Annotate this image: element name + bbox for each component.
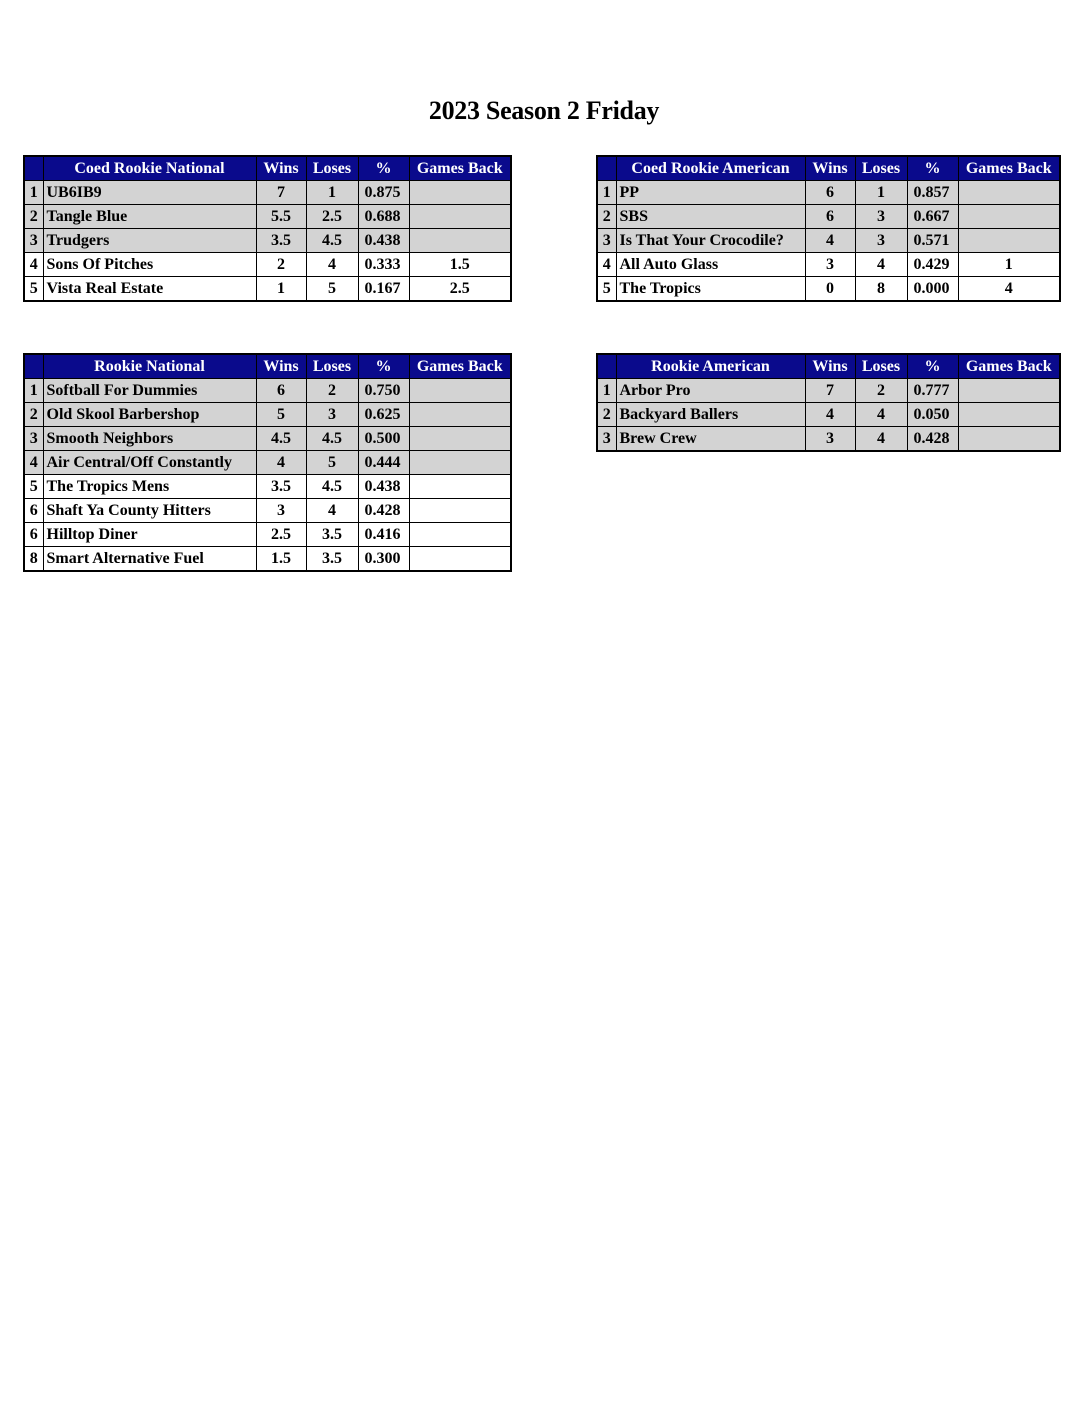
loses-cell: 4.5 bbox=[306, 229, 358, 253]
loses-cell: 3.5 bbox=[306, 523, 358, 547]
team-name-cell: Backyard Ballers bbox=[616, 403, 805, 427]
loses-header: Loses bbox=[306, 354, 358, 379]
loses-cell: 2 bbox=[306, 379, 358, 403]
games-back-cell bbox=[409, 205, 511, 229]
wins-cell: 1 bbox=[256, 277, 306, 302]
loses-cell: 4 bbox=[306, 253, 358, 277]
games-back-cell bbox=[409, 499, 511, 523]
win-pct-cell: 0.438 bbox=[358, 475, 409, 499]
rank-cell: 5 bbox=[24, 277, 43, 302]
rank-cell: 1 bbox=[597, 181, 616, 205]
rank-cell: 2 bbox=[597, 403, 616, 427]
rank-cell: 1 bbox=[24, 379, 43, 403]
loses-cell: 5 bbox=[306, 277, 358, 302]
table-row bbox=[24, 253, 511, 277]
team-name-cell: Smooth Neighbors bbox=[43, 427, 256, 451]
team-name-cell: The Tropics Mens bbox=[43, 475, 256, 499]
table-row bbox=[24, 523, 511, 547]
rank-header bbox=[597, 354, 616, 379]
rank-cell: 6 bbox=[24, 523, 43, 547]
wins-cell: 6 bbox=[256, 379, 306, 403]
loses-cell: 3.5 bbox=[306, 547, 358, 572]
loses-cell: 5 bbox=[306, 451, 358, 475]
wins-cell: 4 bbox=[805, 229, 855, 253]
loses-header: Loses bbox=[855, 156, 907, 181]
wins-cell: 5.5 bbox=[256, 205, 306, 229]
division-name: Rookie National bbox=[43, 354, 256, 379]
wins-cell: 4 bbox=[256, 451, 306, 475]
games-back-cell bbox=[409, 547, 511, 572]
table-row bbox=[597, 229, 1060, 253]
win-pct-cell: 0.050 bbox=[907, 403, 958, 427]
team-name-cell: Air Central/Off Constantly bbox=[43, 451, 256, 475]
games-back-cell: 4 bbox=[958, 277, 1060, 302]
loses-cell: 1 bbox=[855, 181, 907, 205]
rank-header bbox=[597, 156, 616, 181]
loses-cell: 3 bbox=[855, 229, 907, 253]
page-title: 2023 Season 2 Friday bbox=[428, 96, 660, 125]
table-row bbox=[597, 205, 1060, 229]
table-row bbox=[24, 499, 511, 523]
wins-cell: 4 bbox=[805, 403, 855, 427]
wins-cell: 6 bbox=[805, 205, 855, 229]
rank-cell: 2 bbox=[597, 205, 616, 229]
win-pct-cell: 0.333 bbox=[358, 253, 409, 277]
team-name-cell: Brew Crew bbox=[616, 427, 805, 452]
wins-cell: 3 bbox=[256, 499, 306, 523]
pct-header: % bbox=[358, 156, 409, 181]
wins-cell: 3 bbox=[805, 427, 855, 452]
rank-cell: 4 bbox=[24, 253, 43, 277]
table-row bbox=[24, 277, 511, 302]
header-row bbox=[24, 354, 511, 379]
wins-cell: 0 bbox=[805, 277, 855, 302]
team-name-cell: Softball For Dummies bbox=[43, 379, 256, 403]
win-pct-cell: 0.857 bbox=[907, 181, 958, 205]
table-row bbox=[24, 427, 511, 451]
wins-cell: 7 bbox=[805, 379, 855, 403]
games-back-cell bbox=[409, 379, 511, 403]
loses-cell: 3 bbox=[306, 403, 358, 427]
header-row bbox=[597, 354, 1060, 379]
win-pct-cell: 0.300 bbox=[358, 547, 409, 572]
games-back-cell bbox=[958, 205, 1060, 229]
rank-cell: 4 bbox=[24, 451, 43, 475]
rank-cell: 5 bbox=[597, 277, 616, 302]
rank-cell: 2 bbox=[24, 205, 43, 229]
win-pct-cell: 0.777 bbox=[907, 379, 958, 403]
wins-header: Wins bbox=[256, 354, 306, 379]
team-name-cell: Arbor Pro bbox=[616, 379, 805, 403]
games-back-cell bbox=[958, 379, 1060, 403]
wins-cell: 2.5 bbox=[256, 523, 306, 547]
table-row bbox=[597, 181, 1060, 205]
team-name-cell: The Tropics bbox=[616, 277, 805, 302]
wins-cell: 3.5 bbox=[256, 475, 306, 499]
loses-header: Loses bbox=[306, 156, 358, 181]
wins-cell: 6 bbox=[805, 181, 855, 205]
pct-header: % bbox=[358, 354, 409, 379]
loses-cell: 1 bbox=[306, 181, 358, 205]
games-back-cell bbox=[409, 229, 511, 253]
win-pct-cell: 0.000 bbox=[907, 277, 958, 302]
team-name-cell: Shaft Ya County Hitters bbox=[43, 499, 256, 523]
team-name-cell: Trudgers bbox=[43, 229, 256, 253]
table-row bbox=[24, 547, 511, 572]
rank-cell: 1 bbox=[24, 181, 43, 205]
standings-table-rookie-american bbox=[596, 353, 1061, 452]
rank-cell: 3 bbox=[597, 427, 616, 452]
rank-cell: 1 bbox=[597, 379, 616, 403]
standings-table-coed-rookie-american bbox=[596, 155, 1061, 302]
loses-cell: 3 bbox=[855, 205, 907, 229]
header-row bbox=[24, 156, 511, 181]
rank-cell: 2 bbox=[24, 403, 43, 427]
rank-cell: 3 bbox=[24, 427, 43, 451]
win-pct-cell: 0.625 bbox=[358, 403, 409, 427]
rank-header bbox=[24, 354, 43, 379]
team-name-cell: Hilltop Diner bbox=[43, 523, 256, 547]
games-back-cell bbox=[409, 427, 511, 451]
rank-cell: 3 bbox=[597, 229, 616, 253]
games-back-cell: 1 bbox=[958, 253, 1060, 277]
win-pct-cell: 0.571 bbox=[907, 229, 958, 253]
rank-header bbox=[24, 156, 43, 181]
win-pct-cell: 0.875 bbox=[358, 181, 409, 205]
table-row bbox=[24, 475, 511, 499]
table-row bbox=[24, 403, 511, 427]
table-row bbox=[24, 229, 511, 253]
loses-cell: 4.5 bbox=[306, 427, 358, 451]
games-back-header: Games Back bbox=[409, 156, 511, 181]
table-row bbox=[24, 205, 511, 229]
games-back-cell bbox=[409, 181, 511, 205]
games-back-cell: 2.5 bbox=[409, 277, 511, 302]
rank-cell: 4 bbox=[597, 253, 616, 277]
games-back-header: Games Back bbox=[958, 156, 1060, 181]
wins-cell: 5 bbox=[256, 403, 306, 427]
wins-cell: 3.5 bbox=[256, 229, 306, 253]
win-pct-cell: 0.500 bbox=[358, 427, 409, 451]
loses-cell: 8 bbox=[855, 277, 907, 302]
table-row bbox=[597, 403, 1060, 427]
division-name: Rookie American bbox=[616, 354, 805, 379]
games-back-cell bbox=[409, 475, 511, 499]
wins-cell: 2 bbox=[256, 253, 306, 277]
win-pct-cell: 0.444 bbox=[358, 451, 409, 475]
loses-cell: 4 bbox=[855, 253, 907, 277]
header-row bbox=[597, 156, 1060, 181]
games-back-header: Games Back bbox=[958, 354, 1060, 379]
wins-cell: 3 bbox=[805, 253, 855, 277]
wins-cell: 1.5 bbox=[256, 547, 306, 572]
team-name-cell: Old Skool Barbershop bbox=[43, 403, 256, 427]
win-pct-cell: 0.428 bbox=[907, 427, 958, 452]
team-name-cell: Vista Real Estate bbox=[43, 277, 256, 302]
win-pct-cell: 0.750 bbox=[358, 379, 409, 403]
loses-header: Loses bbox=[855, 354, 907, 379]
team-name-cell: Sons Of Pitches bbox=[43, 253, 256, 277]
table-row bbox=[597, 427, 1060, 452]
wins-cell: 7 bbox=[256, 181, 306, 205]
loses-cell: 2 bbox=[855, 379, 907, 403]
win-pct-cell: 0.688 bbox=[358, 205, 409, 229]
wins-header: Wins bbox=[805, 156, 855, 181]
division-name: Coed Rookie American bbox=[616, 156, 805, 181]
rank-cell: 3 bbox=[24, 229, 43, 253]
games-back-cell bbox=[409, 403, 511, 427]
loses-cell: 4 bbox=[855, 427, 907, 452]
team-name-cell: Is That Your Crocodile? bbox=[616, 229, 805, 253]
pct-header: % bbox=[907, 156, 958, 181]
games-back-cell bbox=[958, 229, 1060, 253]
loses-cell: 4 bbox=[855, 403, 907, 427]
loses-cell: 4 bbox=[306, 499, 358, 523]
table-row bbox=[24, 181, 511, 205]
loses-cell: 2.5 bbox=[306, 205, 358, 229]
table-row bbox=[597, 277, 1060, 302]
win-pct-cell: 0.438 bbox=[358, 229, 409, 253]
standings-table-coed-rookie-national bbox=[23, 155, 512, 302]
team-name-cell: All Auto Glass bbox=[616, 253, 805, 277]
games-back-cell bbox=[409, 523, 511, 547]
wins-header: Wins bbox=[805, 354, 855, 379]
win-pct-cell: 0.428 bbox=[358, 499, 409, 523]
team-name-cell: Tangle Blue bbox=[43, 205, 256, 229]
rank-cell: 5 bbox=[24, 475, 43, 499]
table-row bbox=[24, 379, 511, 403]
games-back-cell bbox=[958, 181, 1060, 205]
division-name: Coed Rookie National bbox=[43, 156, 256, 181]
table-row bbox=[24, 451, 511, 475]
table-row bbox=[597, 253, 1060, 277]
team-name-cell: UB6IB9 bbox=[43, 181, 256, 205]
team-name-cell: PP bbox=[616, 181, 805, 205]
team-name-cell: SBS bbox=[616, 205, 805, 229]
games-back-cell bbox=[409, 451, 511, 475]
games-back-cell bbox=[958, 427, 1060, 452]
win-pct-cell: 0.429 bbox=[907, 253, 958, 277]
games-back-cell bbox=[958, 403, 1060, 427]
standings-table-rookie-national bbox=[23, 353, 512, 572]
win-pct-cell: 0.416 bbox=[358, 523, 409, 547]
rank-cell: 8 bbox=[24, 547, 43, 572]
games-back-cell: 1.5 bbox=[409, 253, 511, 277]
win-pct-cell: 0.167 bbox=[358, 277, 409, 302]
team-name-cell: Smart Alternative Fuel bbox=[43, 547, 256, 572]
wins-header: Wins bbox=[256, 156, 306, 181]
games-back-header: Games Back bbox=[409, 354, 511, 379]
win-pct-cell: 0.667 bbox=[907, 205, 958, 229]
wins-cell: 4.5 bbox=[256, 427, 306, 451]
rank-cell: 6 bbox=[24, 499, 43, 523]
table-row bbox=[597, 379, 1060, 403]
loses-cell: 4.5 bbox=[306, 475, 358, 499]
pct-header: % bbox=[907, 354, 958, 379]
